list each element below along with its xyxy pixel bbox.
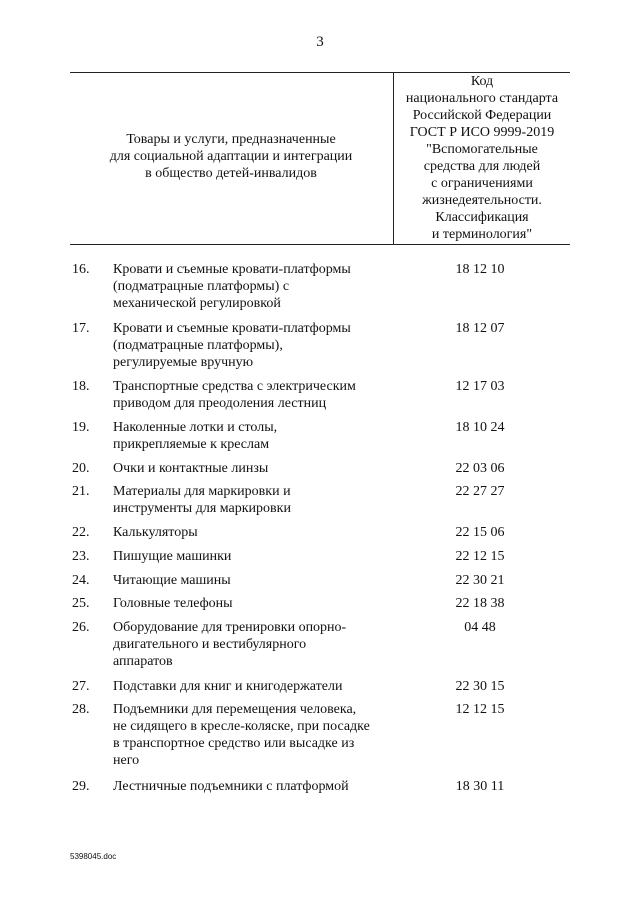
row-code: 18 12 10 (455, 262, 505, 277)
row-name-line: Лестничные подъемники с платформой (113, 779, 349, 794)
row-number: 26. (72, 620, 90, 635)
row-number: 29. (72, 779, 90, 794)
header-right-line: и терминология" (431, 227, 533, 242)
row-name (113, 460, 398, 477)
header-right-line: Классификация (435, 210, 529, 225)
row-number: 16. (72, 262, 90, 277)
row-number: 18. (72, 379, 90, 394)
row-name-line: Оборудование для тренировки опорно- (113, 620, 347, 635)
row-name-line: Подъемники для перемещения человека, (113, 702, 357, 717)
page-number: 3 (316, 34, 324, 50)
row-name (113, 619, 398, 670)
row-name-line: инструменты для маркировки (113, 501, 291, 516)
row-number: 20. (72, 461, 90, 476)
row-name-line: Головные телефоны (113, 596, 233, 611)
document-filename: 5398045.doc (70, 852, 117, 861)
row-name (113, 572, 398, 589)
row-number: 27. (72, 679, 90, 694)
row-code: 18 30 11 (455, 779, 505, 794)
row-code: 18 10 24 (455, 420, 505, 435)
row-name (113, 701, 398, 769)
row-code: 04 48 (464, 620, 496, 635)
row-name-line: Наколенные лотки и столы, (113, 420, 278, 435)
header-right-line: национального стандарта (405, 91, 559, 106)
row-number: 23. (72, 549, 90, 564)
row-number: 22. (72, 525, 90, 540)
row-name-line: (подматрацные платформы), (113, 338, 283, 353)
row-name (113, 483, 398, 517)
row-number: 21. (72, 484, 90, 499)
row-code: 22 18 38 (455, 596, 505, 611)
row-name (113, 419, 398, 453)
row-name-line: Калькуляторы (113, 525, 198, 540)
row-name-line: (подматрацные платформы) с (113, 279, 290, 294)
row-name-line: в транспортное средство или высадке из (113, 736, 355, 751)
row-name-line: Подставки для книг и книгодержатели (113, 679, 343, 694)
header-right-line: Российской Федерации (412, 108, 552, 123)
row-name-line: двигательного и вестибулярного (113, 637, 307, 652)
header-bottom-rule (70, 244, 570, 245)
row-code: 22 27 27 (455, 484, 505, 499)
row-name (113, 595, 398, 612)
row-name-line: Кровати и съемные кровати-платформы (113, 321, 351, 336)
row-name (113, 548, 398, 565)
header-gost-code (394, 73, 570, 243)
row-name-line: приводом для преодоления лестниц (113, 396, 327, 411)
header-goods-services (70, 131, 392, 182)
row-name-line: Транспортные средства с электрическим (113, 379, 356, 394)
row-code: 22 03 06 (455, 461, 505, 476)
row-name-line: Материалы для маркировки и (113, 484, 291, 499)
row-code: 22 30 21 (455, 573, 505, 588)
row-name-line: механической регулировкой (113, 296, 281, 311)
header-left-line: в общество детей-инвалидов (145, 166, 317, 181)
row-name-line: Пишущие машинки (113, 549, 232, 564)
row-name-line: Читающие машины (113, 573, 231, 588)
header-right-line: с ограничениями (431, 176, 533, 191)
row-number: 24. (72, 573, 90, 588)
header-right-line: ГОСТ Р ИСО 9999-2019 (409, 125, 555, 140)
row-number: 25. (72, 596, 90, 611)
header-right-line: "Вспомогательные (426, 142, 538, 157)
row-name-line: регулируемые вручную (113, 355, 254, 370)
row-name (113, 320, 398, 371)
row-code: 22 12 15 (455, 549, 505, 564)
row-number: 19. (72, 420, 90, 435)
row-name (113, 261, 398, 312)
header-left-line: Товары и услуги, предназначенные (126, 132, 336, 147)
row-code: 18 12 07 (455, 321, 505, 336)
row-name (113, 678, 398, 695)
header-left-line: для социальной адаптации и интеграции (109, 149, 353, 164)
header-right-line: средства для людей (423, 159, 541, 174)
row-name (113, 524, 398, 541)
row-name (113, 778, 398, 795)
row-number: 28. (72, 702, 90, 717)
row-code: 22 15 06 (455, 525, 505, 540)
row-number: 17. (72, 321, 90, 336)
header-right-line: Код (470, 74, 494, 89)
row-name (113, 378, 398, 412)
row-code: 12 17 03 (455, 379, 505, 394)
row-name-line: не сидящего в кресле-коляске, при посадке (113, 719, 370, 734)
row-name-line: Очки и контактные линзы (113, 461, 269, 476)
row-name-line: него (113, 753, 140, 768)
row-name-line: аппаратов (113, 654, 173, 669)
row-code: 22 30 15 (455, 679, 505, 694)
header-right-line: жизнедеятельности. (422, 193, 542, 208)
row-name-line: прикрепляемые к креслам (113, 437, 270, 452)
row-name-line: Кровати и съемные кровати-платформы (113, 262, 351, 277)
row-code: 12 12 15 (455, 702, 505, 717)
